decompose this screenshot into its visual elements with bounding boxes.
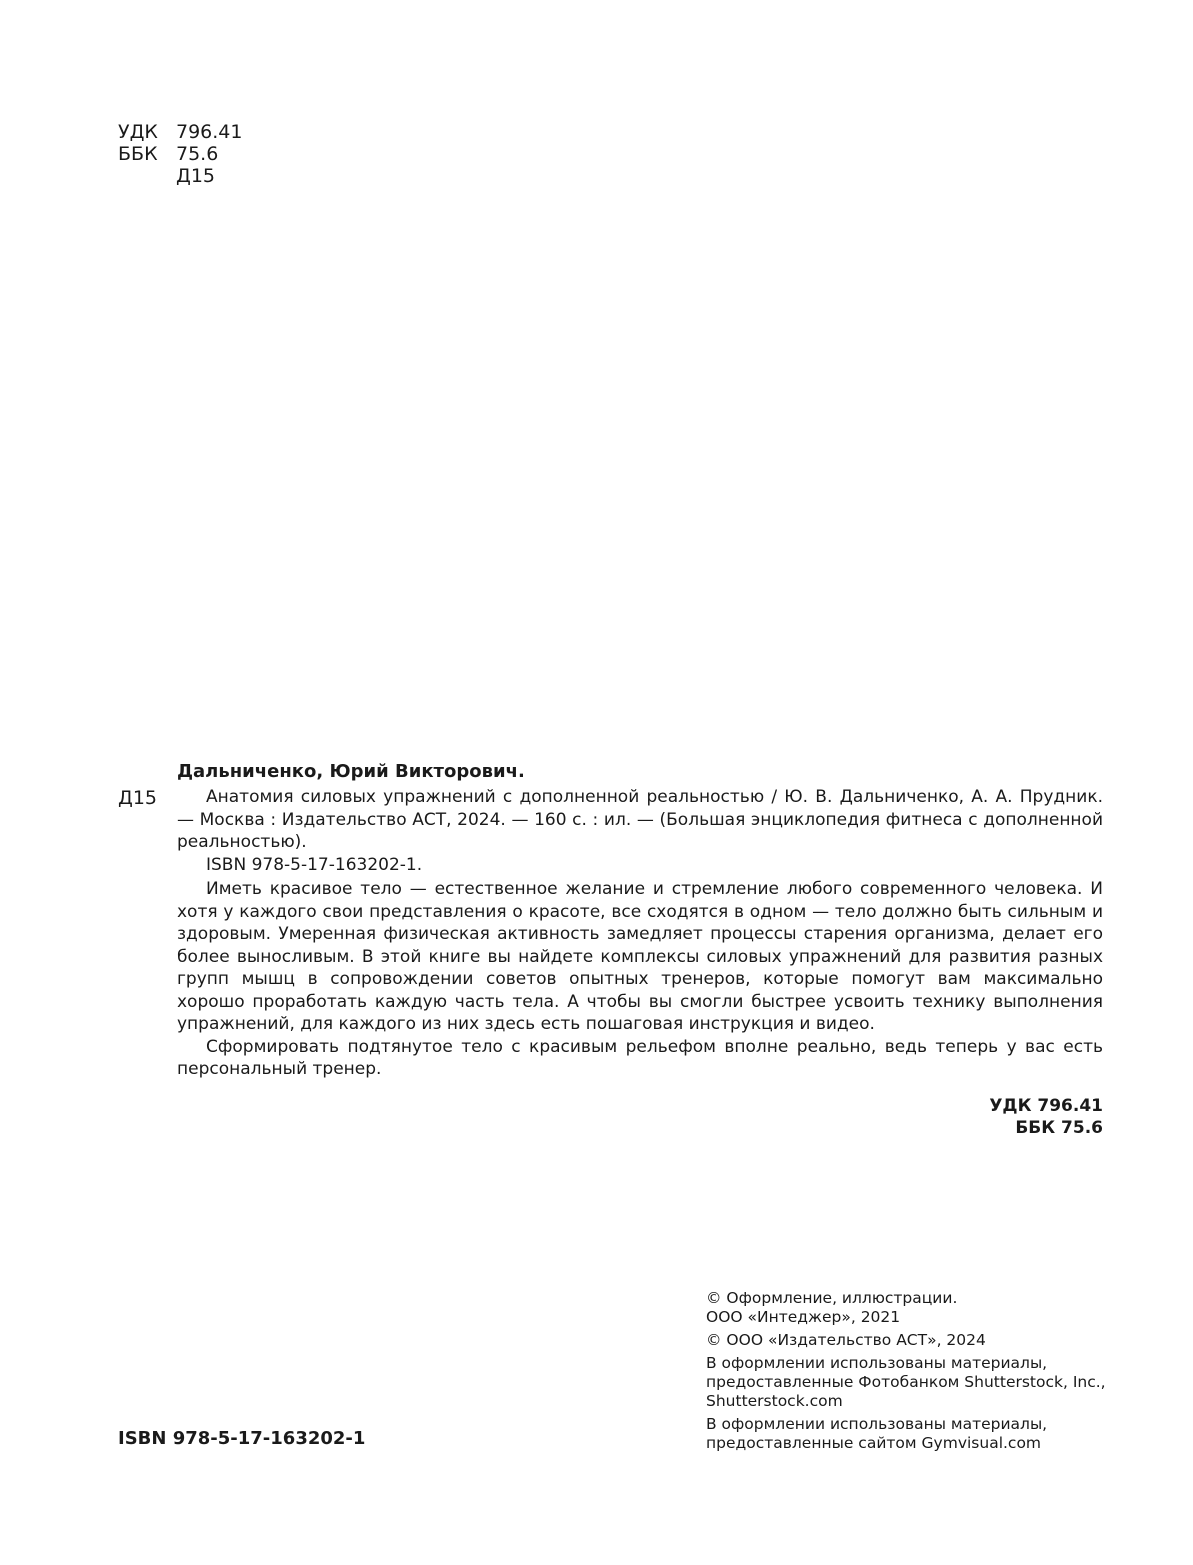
copyright-line: предоставленные сайтом Gymvisual.com xyxy=(706,1434,1042,1452)
copyright-line: Shutterstock.com xyxy=(706,1392,843,1410)
copyright-line: В оформлении использованы материалы, xyxy=(706,1354,1048,1372)
card-annotation-2: Сформировать подтянутое тело с красивым рельефом вполне реально, ведь теперь у вас есть персональный тренер. xyxy=(177,1036,1103,1079)
copyright-line: ООО «Интеджер», 2021 xyxy=(706,1308,901,1326)
copyright-line: © Оформление, иллюстрации. xyxy=(706,1289,958,1307)
copyright-block xyxy=(706,1289,1126,1457)
classification-codes xyxy=(118,121,242,187)
copyright-gymvisual xyxy=(706,1415,1126,1453)
card-isbn: ISBN 978-5-17-163202-1. xyxy=(206,854,423,875)
card-annotation-1: Иметь красивое тело — естественное желание и стремление любого современного человека. И хотя у каждого свои представления о красоте, все сходятся в одном — тело должно быть сильным и здоровым. Умеренная физическая активность замедляет процессы старения организма, делает его более выносливым. В этой книге вы найдете комплексы силовых упражнений для развития разных групп мышц в сопровождении советов опытных тренеров, которые помогут вам максимально хорошо проработать каждую часть тела. А чтобы вы смогли быстрее усвоить технику выполнения упражнений, для каждого из них здесь есть пошаговая инструкция и видео. xyxy=(177,879,1103,1034)
card-bbk: ББК 75.6 xyxy=(1015,1117,1103,1138)
udk-row xyxy=(118,121,242,143)
bbk-value: 75.6 xyxy=(176,143,219,165)
card-codes xyxy=(177,1095,1103,1139)
author-sign-row xyxy=(118,165,242,187)
copyright-design xyxy=(706,1289,1126,1327)
udk-label: УДК xyxy=(118,121,158,143)
udk-value: 796.41 xyxy=(176,121,243,143)
copyright-line: © ООО «Издательство АСТ», 2024 xyxy=(706,1331,986,1349)
copyright-line: В оформлении использованы материалы, xyxy=(706,1415,1048,1433)
copyright-shutterstock xyxy=(706,1354,1126,1411)
copyright-publisher xyxy=(706,1331,1126,1350)
card-title-paragraph: Анатомия силовых упражнений с дополненной реальностью / Ю. В. Дальниченко, А. А. Прудник. — Москва : Издательство АСТ, 2024. — 160 с. : ил. — (Большая энциклопедия фитнеса с дополненной реальностью). xyxy=(177,787,1103,852)
copyright-line: предоставленные Фотобанком Shutterstock, Inc., xyxy=(706,1373,1106,1391)
card-udk: УДК 796.41 xyxy=(989,1095,1103,1116)
bibliographic-card xyxy=(177,761,1103,1139)
card-author-sign: Д15 xyxy=(118,787,158,809)
isbn-bottom: ISBN 978-5-17-163202-1 xyxy=(118,1428,366,1449)
card-author: Дальниченко, Юрий Викторович. xyxy=(177,761,525,782)
author-sign: Д15 xyxy=(176,165,216,187)
bbk-label: ББК xyxy=(118,143,158,165)
bbk-row xyxy=(118,143,242,165)
